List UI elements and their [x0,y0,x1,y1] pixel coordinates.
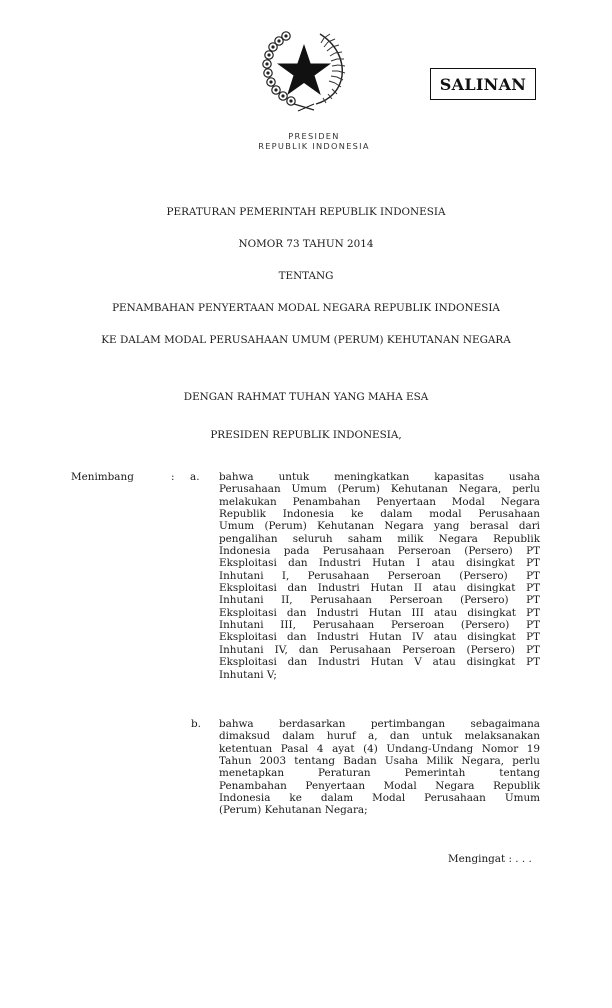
text-line: Inhutani V; [219,668,277,681]
text-line: Inhutani IV, dan Perusahaan Perseroan (Persero) PT [219,643,540,656]
text-line: Republik Indonesia ke dalam modal Perusahaan [219,508,540,521]
text-line: Tahun 2003 tentang Badan Usaha Milik Negara, perlu [219,755,540,768]
consideration-item-b [219,718,540,817]
text-line: Penambahan Penyertaan Modal Negara Republik [219,779,540,792]
text-line: (Perum) Kehutanan Negara; [219,804,368,817]
text-line: Eksploitasi dan Industri Hutan V atau disingkat PT [219,656,540,669]
regulation-title: PERATURAN PEMERINTAH REPUBLIK INDONESIA [166,206,446,218]
text-line: ketentuan Pasal 4 ayat (4) Undang-Undang Nomor 19 [219,742,540,755]
item-b-marker: b. [191,718,201,730]
text-line: Eksploitasi dan Industri Hutan III atau disingkat PT [219,606,540,619]
invocation: DENGAN RAHMAT TUHAN YANG MAHA ESA [183,391,429,403]
subject-line-2: KE DALAM MODAL PERUSAHAAN UMUM (PERUM) KEHUTANAN NEGARA [101,334,511,346]
text-line: Indonesia ke dalam Modal Perusahaan Umum [219,792,540,805]
text-line: Indonesia pada Perusahaan Perseroan (Persero) PT [219,545,540,558]
office-label-republik: REPUBLIK INDONESIA [258,141,370,151]
authority: PRESIDEN REPUBLIK INDONESIA, [210,429,402,441]
text-line: bahwa berdasarkan pertimbangan sebagaimana [219,718,540,730]
text-line: Inhutani II, Perusahaan Perseroan (Persero) PT [219,594,540,607]
office-label-presiden: PRESIDEN [288,131,340,141]
salinan-stamp: SALINAN [430,68,536,100]
text-line: bahwa untuk meningkatkan kapasitas usaha [219,471,540,483]
text-line: Eksploitasi dan Industri Hutan II atau disingkat PT [219,582,540,595]
text-line: melakukan Penambahan Penyertaan Modal Negara [219,495,540,508]
regulation-number: NOMOR 73 TAHUN 2014 [238,238,374,250]
text-line: Eksploitasi dan Industri Hutan I atau disingkat PT [219,557,540,570]
text-line: pengalihan seluruh saham milik Negara Republik [219,532,540,545]
text-line: Eksploitasi dan Industri Hutan IV atau disingkat PT [219,631,540,644]
considerations-label: Menimbang [71,471,134,483]
considerations-separator: : [171,471,175,483]
text-line: Umum (Perum) Kehutanan Negara yang berasal dari [219,520,540,533]
text-line: Inhutani III, Perusahaan Perseroan (Persero) PT [219,619,540,632]
about-label: TENTANG [278,270,334,282]
consideration-item-a [219,471,540,681]
text-line: Perusahaan Umum (Perum) Kehutanan Negara, perlu [219,483,540,496]
item-a-marker: a. [190,471,200,483]
text-line: Inhutani I, Perusahaan Perseroan (Persero) PT [219,569,540,582]
text-line: dimaksud dalam huruf a, dan untuk melaksanakan [219,730,540,743]
text-line: menetapkan Peraturan Pemerintah tentang [219,767,540,780]
presidential-emblem-icon [258,26,350,112]
continuation-marker: Mengingat : . . . [448,853,532,865]
subject-line-1: PENAMBAHAN PENYERTAAN MODAL NEGARA REPUBLIK INDONESIA [112,302,500,314]
